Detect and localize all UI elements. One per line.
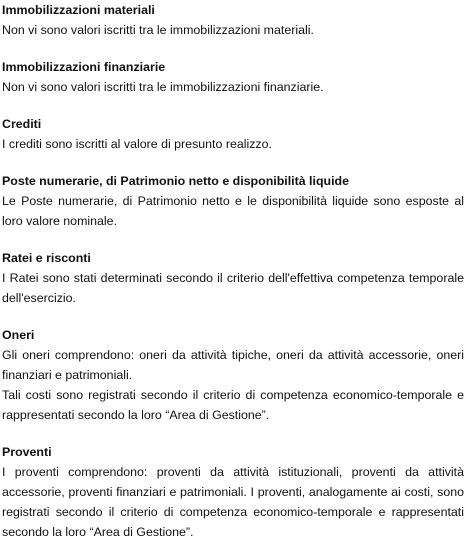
section-oneri [2, 325, 464, 425]
section-crediti [2, 114, 464, 154]
section-gap [2, 231, 464, 248]
section-gap [2, 40, 464, 57]
section-immobilizzazioni-finanziarie [2, 57, 464, 97]
section-paragraph: I proventi comprendono: proventi da attività istituzionali, proventi da attività accessorie, proventi finanziari e patrimoniali. I proventi, analogamente ai costi, sono registrati secondo il criterio di competenza economico-temporale e rappresentati secondo la loro “Area di Gestione”. [2, 465, 464, 539]
section-poste-numerarie [2, 171, 464, 231]
section-paragraph: Non vi sono valori iscritti tra le immobilizzazioni finanziarie. [2, 80, 324, 94]
section-immobilizzazioni-materiali [2, 0, 464, 40]
section-gap [2, 425, 464, 442]
section-heading: Oneri [2, 328, 35, 342]
section-paragraph: Tali costi sono registrati secondo il criterio di competenza economico-temporale e rappresentati secondo la loro “Area di Gestione”. [2, 388, 464, 422]
section-paragraph: I crediti sono iscritti al valore di presunto realizzo. [2, 137, 272, 151]
section-paragraph: Gli oneri comprendono: oneri da attività tipiche, oneri da attività accessorie, oneri finanziari e patrimoniali. [2, 348, 464, 382]
section-gap [2, 308, 464, 325]
document-page [2, 0, 464, 542]
section-paragraph: I Ratei sono stati determinati secondo il criterio dell'effettiva competenza temporale dell'esercizio. [2, 271, 464, 305]
section-heading: Crediti [2, 117, 42, 131]
section-gap [2, 154, 464, 171]
section-ratei-risconti [2, 248, 464, 308]
section-heading: Immobilizzazioni finanziarie [2, 60, 166, 74]
section-heading: Poste numerarie, di Patrimonio netto e disponibilità liquide [2, 174, 349, 188]
section-gap [2, 97, 464, 114]
section-heading: Immobilizzazioni materiali [2, 3, 155, 17]
section-proventi [2, 442, 464, 542]
section-paragraph: Non vi sono valori iscritti tra le immobilizzazioni materiali. [2, 23, 314, 37]
section-heading: Proventi [2, 445, 52, 459]
section-paragraph: Le Poste numerarie, di Patrimonio netto e le disponibilità liquide sono esposte al loro valore nominale. [2, 194, 464, 228]
section-heading: Ratei e risconti [2, 251, 91, 265]
